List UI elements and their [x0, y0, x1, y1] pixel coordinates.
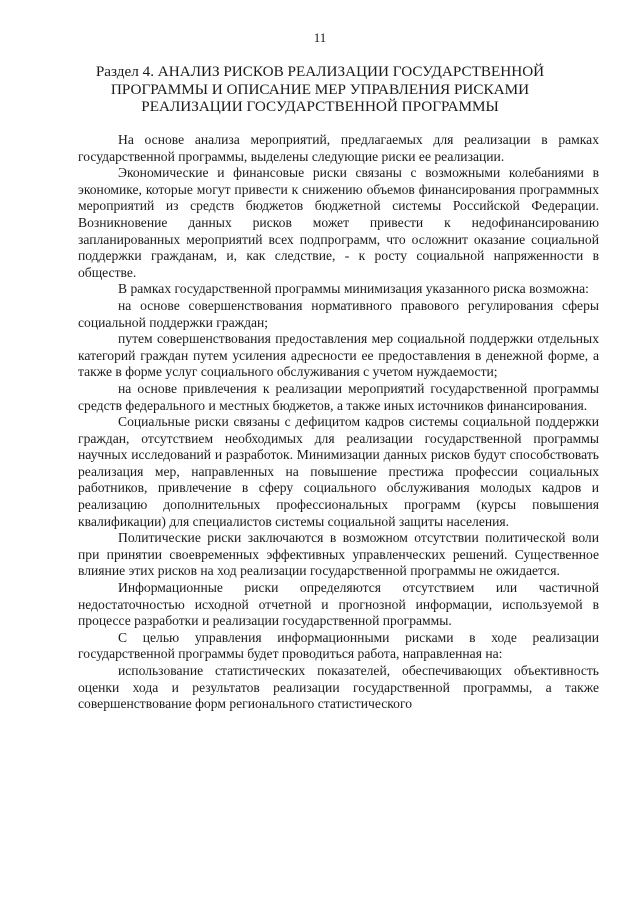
- section-title-line: Раздел 4. АНАЛИЗ РИСКОВ РЕАЛИЗАЦИИ ГОСУДАРСТВЕННОЙ: [95, 63, 545, 80]
- paragraph-measure-regulation: на основе совершенствования нормативного правового регулирования сферы социальной поддержки граждан;: [78, 297, 599, 330]
- section-title-line: ПРОГРАММЫ И ОПИСАНИЕ МЕР УПРАВЛЕНИЯ РИСКАМИ: [110, 80, 530, 98]
- paragraph-minimization: В рамках государственной программы минимизация указанного риска возможна:: [118, 281, 589, 297]
- document-body: [78, 132, 599, 713]
- paragraph-statistics: использование статистических показателей, обеспечивающих объективность оценки хода и результатов реализации государственной программы, а также совершенствование форм регионального статистического: [78, 663, 599, 712]
- paragraph-political-risks: Политические риски заключаются в возможном отсутствии политической воли при принятии своевременных эффективных управленческих решений. Существенное влияние этих рисков на ход реализации государственной программы не ожидается.: [78, 530, 599, 579]
- section-title-line: РЕАЛИЗАЦИИ ГОСУДАРСТВЕННОЙ ПРОГРАММЫ: [141, 98, 499, 115]
- page-number: 11: [313, 30, 327, 45]
- paragraph-information-management: С целью управления информационными рисками в ходе реализации государственной программы будет проводиться работа, направленная на:: [78, 629, 599, 662]
- paragraph-intro: На основе анализа мероприятий, предлагаемых для реализации в рамках государственной программы, выделены следующие риски ее реализации.: [78, 132, 599, 164]
- paragraph-economic-risks: Экономические и финансовые риски связаны с возможными колебаниями в экономике, которые могут привести к снижению объемов финансирования программных мероприятий из средств бюджетов бюджетной системы Российской Федерации. Возникновение данных рисков может привести к недофинансированию запланированных мероприятий всех подпрограмм, что осложнит оказание социальной поддержки гражданам, и, как следствие, - к росту социальной напряженности в обществе.: [78, 165, 599, 280]
- section-title: [80, 63, 560, 116]
- paragraph-measure-targeting: путем совершенствования предоставления мер социальной поддержки отдельных категорий граждан путем усиления адресности ее предоставления в денежной форме, а также в форме услуг социального обслуживания с учетом нуждаемости;: [78, 331, 599, 380]
- paragraph-information-risks: Информационные риски определяются отсутствием или частичной недостаточностью исходной отчетной и прогнозной информации, используемой в процессе разработки и реализации государственной программы.: [78, 580, 599, 629]
- paragraph-social-risks: Социальные риски связаны с дефицитом кадров системы социальной поддержки граждан, отсутствием необходимых для реализации государственной программы научных исследований и разработок. Минимизации данных рисков будут способствовать реализация мер, направленных на повышение престижа профессии социальных работников, привлечение в сферу социального обслуживания молодых кадров и реализацию дополнительных профессиональных программ (курсы повышения квалификации) для специалистов системы социальной защиты населения.: [78, 414, 599, 529]
- paragraph-measure-funding: на основе привлечения к реализации мероприятий государственной программы средств федерального и местных бюджетов, а также иных источников финансирования.: [78, 380, 599, 413]
